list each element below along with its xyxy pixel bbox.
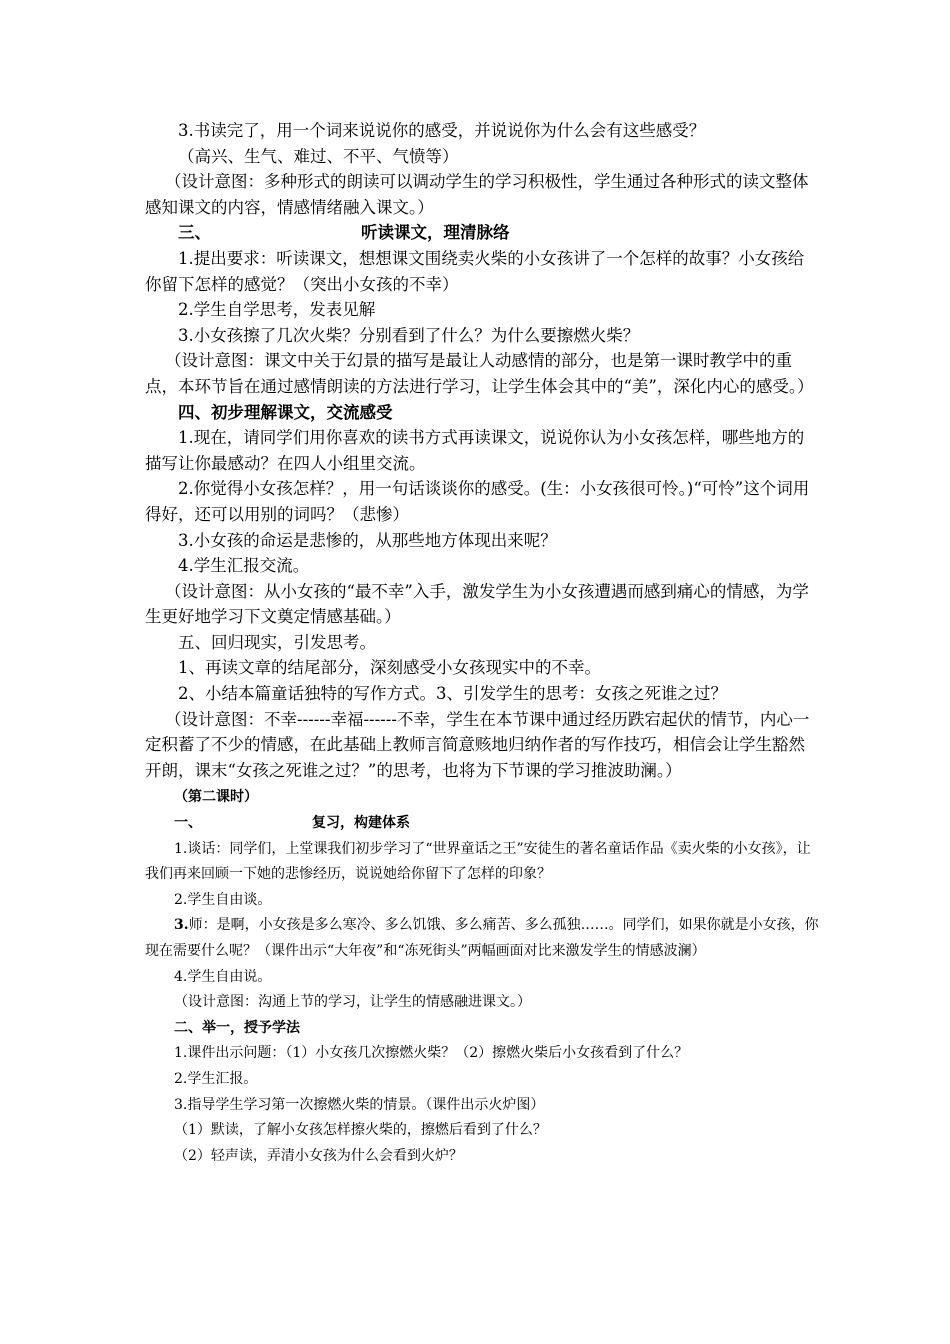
document-page	[145, 118, 820, 1169]
lesson-title: （第二课时）	[174, 789, 258, 806]
design-intent-note: （设计意图：沟通上节的学习，让学生的情感融进课文。）	[174, 994, 531, 1011]
paragraph: 3.书读完了，用一个词来说说你的感受，并说说你为什么会有这些感受？	[178, 121, 706, 140]
paragraph: 2、小结本篇童话独特的写作方式。3、引发学生的思考：女孩之死谁之过？	[178, 684, 727, 704]
section-heading-4: 四、初步理解课文，交流感受	[178, 402, 393, 422]
section-title: 复习，构建体系	[312, 815, 410, 832]
section-title: 听读课文，理清脉络	[361, 223, 510, 243]
section-number: 三、	[178, 223, 211, 243]
paragraph: 2.学生自学思考，发表见解	[178, 300, 376, 320]
paragraph: 1.提出要求：听读课文，想想课文围绕卖火柴的小女孩讲了一个怎样的故事？小女孩给你留下怎样的感觉？（突出小女孩的不幸）	[145, 248, 805, 294]
section-heading-5: 五、回归现实，引发思考。	[178, 632, 376, 652]
section-number: 一、	[174, 815, 202, 832]
design-intent-note: （设计意图：多种形式的朗读可以调动学生的学习积极性，学生通过各种形式的读文整体感知课文的内容，情感情绪融入课文。）	[145, 172, 809, 217]
paragraph: 1.谈话：同学们，上堂课我们初步学习了“世界童话之王”安徒生的著名童话作品《卖火柴的小女孩》，让我们再来回顾一下她的悲惨经历，说说她给你留下了怎样的印象？	[145, 840, 811, 883]
section-heading-1	[145, 811, 820, 837]
design-intent-note: （设计意图：不幸------幸福------不幸，学生在本节课中通过经历跌宕起伏的情节，内心一定积蓄了不少的情感，在此基础上教师言简意赅地归纳作者的写作技巧，相信会让学生豁然开朗，课末“女孩之死谁之过？”的思考，也将为下节课的学习推波助澜。）	[145, 709, 810, 780]
paragraph: 2.学生汇报。	[174, 1070, 258, 1087]
paragraph: （1）默读，了解小女孩怎样擦火柴的，擦燃后看到了什么？	[174, 1122, 547, 1139]
paragraph: 3.小女孩的命运是悲惨的，从那些地方体现出来呢？	[178, 530, 557, 550]
paragraph: 1.课件出示问题：（1）小女孩几次擦燃火柴？（2）擦燃火柴后小女孩看到了什么？	[174, 1045, 689, 1062]
paragraph: 2.学生自由谈。	[174, 891, 272, 908]
paragraph: 1、再读文章的结尾部分，深刻感受小女孩现实中的不幸。	[178, 658, 601, 678]
paragraph: （高兴、生气、难过、不平、气愤等）	[178, 146, 459, 166]
design-intent-note: （设计意图：课文中关于幻景的描写是最让人动感情的部分，也是第一课时教学中的重点，本环节旨在通过感情朗读的方法进行学习，让学生体会其中的“美”，深化内心的感受。）	[145, 351, 814, 396]
paragraph	[145, 913, 820, 964]
paragraph: 4.学生汇报交流。	[178, 556, 310, 576]
item-number: 3.	[174, 917, 189, 934]
paragraph: 3.小女孩擦了几次火柴？分别看到了什么？为什么要擦燃火柴？	[178, 325, 640, 345]
paragraph: （2）轻声读，弄清小女孩为什么会看到火炉？	[174, 1147, 463, 1164]
paragraph: 3.指导学生学习第一次擦燃火柴的情景。（课件出示火炉图）	[174, 1096, 545, 1113]
paragraph: 2.你觉得小女孩怎样？，用一句话谈谈你的感受。(生：小女孩很可怜。)“可怜”这个词用得好，还可以用别的词吗？（悲惨）	[145, 479, 810, 524]
design-intent-note: （设计意图：从小女孩的“最不幸”入手，激发学生为小女孩遭遇而感到痛心的情感，为学生更好地学习下文奠定情感基础。）	[145, 581, 809, 627]
section-heading-3	[145, 220, 820, 246]
item-text: 师：是啊，小女孩是多么寒冷、多么饥饿、多么痛苦、多么孤独……。同学们，如果你就是小女孩，你现在需要什么呢？（课件出示“大年夜”和“冻死街头”两幅画面对比来激发学生的情感波澜）	[145, 917, 819, 959]
paragraph: 1.现在，请同学们用你喜欢的读书方式再读课文，说说你认为小女孩怎样，哪些地方的描写让你最感动？在四人小组里交流。	[145, 428, 805, 473]
section-heading-2: 二、举一，授予学法	[174, 1019, 300, 1036]
paragraph: 4.学生自由说。	[174, 968, 272, 985]
